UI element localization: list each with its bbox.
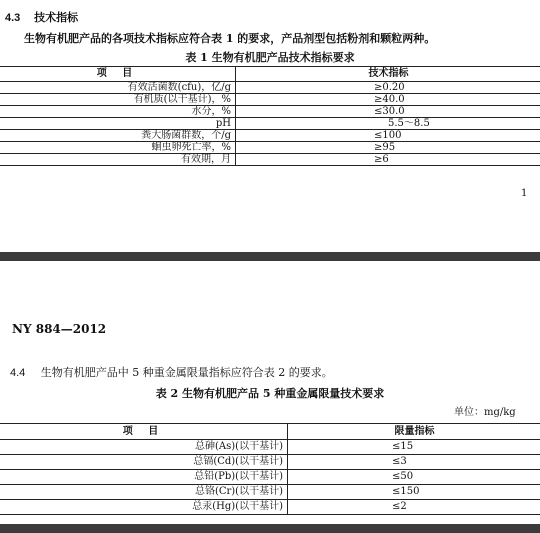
table-header-row — [0, 67, 540, 82]
table-row — [0, 94, 540, 106]
row-item: 粪大肠菌群数，个/g — [0, 130, 236, 142]
row-item: 总铬(Cr)(以干基计) — [0, 485, 288, 500]
row-value: ≤30.0 — [236, 106, 540, 118]
row-value: ≥40.0 — [236, 94, 540, 106]
unit-label: 单位：mg/kg — [454, 407, 516, 418]
document-code: NY 884—2012 — [12, 322, 107, 336]
section-heading-4-4 — [10, 364, 333, 380]
page-number: 1 — [521, 188, 528, 199]
section-heading-4-3 — [5, 9, 78, 25]
column-header-value: 技术指标 — [236, 67, 540, 82]
intro-paragraph: 生物有机肥产品的各项技术指标应符合表 1 的要求，产品剂型包括粉剂和颗粒两种。 — [24, 32, 436, 45]
row-item: 蛔虫卵死亡率，% — [0, 142, 236, 154]
row-item: 有效期，月 — [0, 154, 236, 166]
table-row — [0, 106, 540, 118]
table-2-title: 表 2 生物有机肥产品 5 种重金属限量技术要求 — [155, 387, 385, 400]
row-item: pH — [0, 118, 236, 130]
row-item: 总汞(Hg)(以干基计) — [0, 500, 288, 515]
table-1 — [0, 66, 540, 166]
column-header-value: 限量指标 — [288, 424, 540, 440]
row-value: ≥95 — [236, 142, 540, 154]
table-row — [0, 500, 540, 515]
bottom-edge-shadow — [0, 524, 540, 533]
table-row — [0, 470, 540, 485]
row-value: 5.5～8.5 — [236, 118, 540, 130]
intro-paragraph: 生物有机肥产品中 5 种重金属限量指标应符合表 2 的要求。 — [40, 366, 333, 379]
table-row — [0, 118, 540, 130]
column-header-item: 项 目 — [0, 424, 288, 440]
table-row — [0, 142, 540, 154]
row-value: ≤50 — [288, 470, 540, 485]
table-row — [0, 130, 540, 142]
table-2 — [0, 423, 540, 515]
row-value: ≤100 — [236, 130, 540, 142]
row-item: 有机质(以干基计)，% — [0, 94, 236, 106]
row-value: ≥6 — [236, 154, 540, 166]
row-item: 总镉(Cd)(以干基计) — [0, 455, 288, 470]
table-row — [0, 485, 540, 500]
row-value: ≤3 — [288, 455, 540, 470]
row-value: ≤2 — [288, 500, 540, 515]
row-item: 总砷(As)(以干基计) — [0, 440, 288, 455]
table-row — [0, 154, 540, 166]
section-number: 4.3 — [5, 12, 21, 24]
row-value: ≤150 — [288, 485, 540, 500]
table-row — [0, 82, 540, 94]
row-item: 有效活菌数(cfu)，亿/g — [0, 82, 236, 94]
section-number: 4.4 — [10, 367, 26, 379]
row-value: ≥0.20 — [236, 82, 540, 94]
section-title: 技术指标 — [34, 11, 79, 24]
table-header-row — [0, 424, 540, 440]
table-1-title: 表 1 生物有机肥产品技术指标要求 — [185, 51, 355, 64]
row-item: 水分，% — [0, 106, 236, 118]
row-item: 总铅(Pb)(以干基计) — [0, 470, 288, 485]
page-separator — [0, 252, 540, 261]
column-header-item: 项 目 — [0, 67, 236, 82]
table-row — [0, 455, 540, 470]
row-value: ≤15 — [288, 440, 540, 455]
table-row — [0, 440, 540, 455]
